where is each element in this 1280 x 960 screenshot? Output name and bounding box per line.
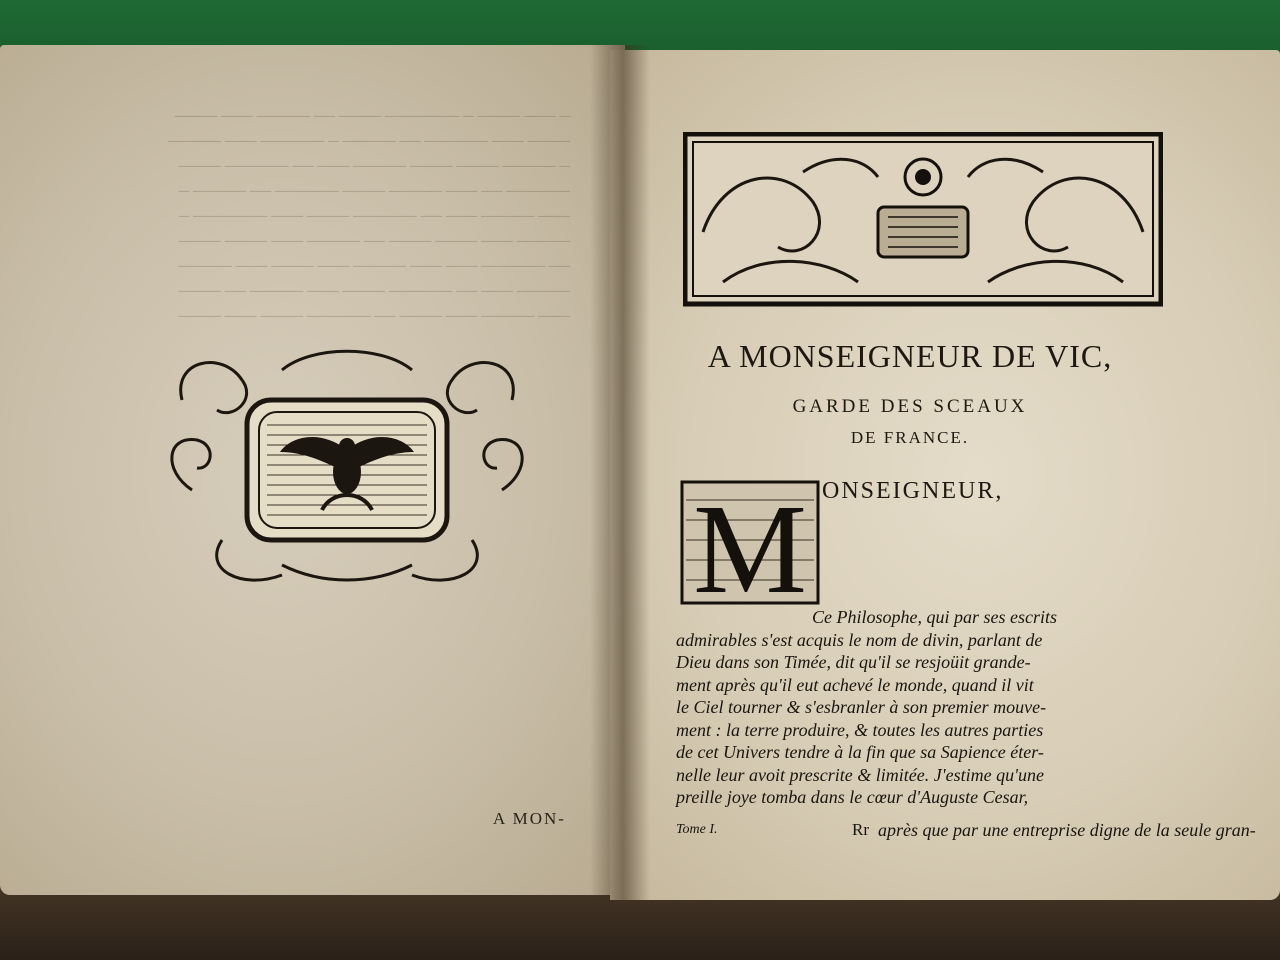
body-line-last: après que par une entreprise digne de la seule gran- bbox=[878, 820, 1256, 840]
salutation: ONSEIGNEUR, bbox=[822, 478, 1004, 504]
body-line: preille joye tomba dans le cœur d'Auguste Cesar, bbox=[676, 787, 1029, 807]
catchword: A MON- bbox=[493, 809, 566, 828]
dedication-subtitle-line2: DE FRANCE. bbox=[850, 428, 970, 447]
decorated-drop-cap bbox=[680, 480, 820, 605]
dedication-subtitle-line1: GARDE DES SCEAUX bbox=[792, 396, 1028, 417]
open-book bbox=[0, 40, 1280, 940]
book-gutter bbox=[590, 45, 650, 900]
dedication-title: A MONSEIGNEUR DE VIC, bbox=[707, 338, 1113, 374]
body-line: admirables s'est acquis le nom de divin, parlant de bbox=[676, 629, 1043, 650]
body-line: le Ciel tourner & s'esbranler à son premier mouve- bbox=[676, 697, 1047, 717]
body-line: de cet Univers tendre à la fin que sa Sapience éter- bbox=[676, 742, 1044, 762]
body-line: ment : la terre produire, & toutes les autres parties bbox=[676, 719, 1044, 740]
page-footer bbox=[676, 820, 1256, 844]
headpiece-ornament bbox=[683, 132, 1163, 346]
body-line: Ce Philosophe, qui par ses escrits bbox=[812, 607, 1057, 627]
volume-label: Tome I. bbox=[676, 822, 718, 837]
body-line: ment après qu'il eut achevé le monde, quand il vit bbox=[676, 674, 1034, 695]
eagle-vignette-ornament bbox=[162, 340, 532, 600]
left-page bbox=[0, 45, 625, 895]
dedication-body bbox=[676, 606, 1146, 809]
show-through-text: ─ ─── ──── ─ ─────── ──── ── ───── ─── ──── ──── ─── ────── ── ───── ─ ────── ─── ───── ─ ───── ──── ──── ───── ─── ── ────── ──── ────── ── ─── ───── ──── ────── ── ───── ─ ─── ───── ─── ── ────── ──── ─── ─────── ─ ───── ─── ──── ──── ── ───── ─── ──── ──── ── ────── ─── ─── ───── ─── ──── ─── ───── ───── ─── ── ────── ──── ─── ───── ── ──── ─── ───── ─── ──── ── ────── ──── ─── ──── bbox=[168, 109, 570, 325]
body-line: nelle leur avoit prescrite & limitée. J'estime qu'une bbox=[676, 764, 1044, 785]
signature-mark: Rr bbox=[852, 820, 869, 839]
body-line: Dieu dans son Timée, dit qu'il se resjoüit grande- bbox=[676, 652, 1031, 672]
svg-text:M: M bbox=[693, 480, 807, 605]
